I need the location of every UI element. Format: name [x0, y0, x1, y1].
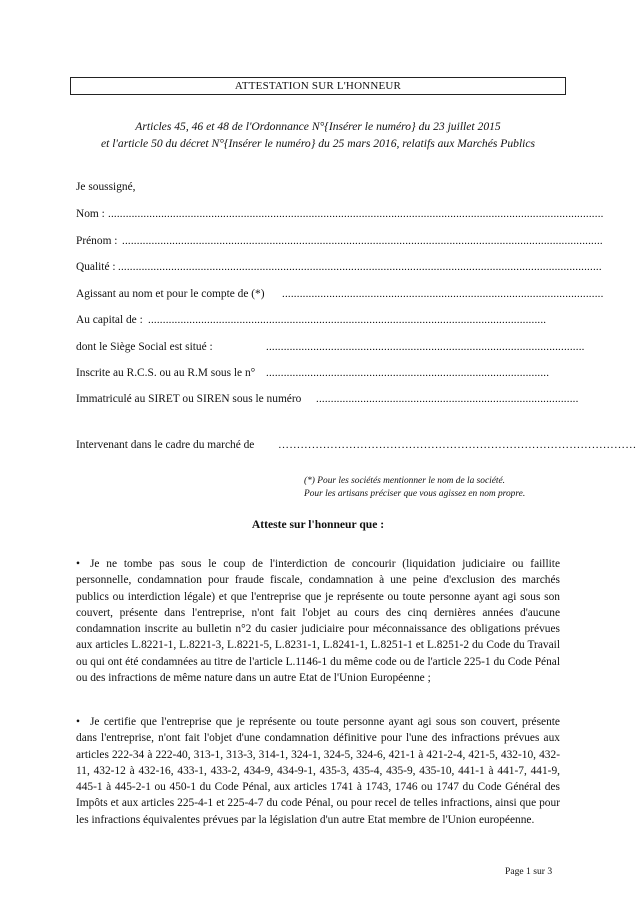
field-siret: [76, 392, 579, 406]
document-title: ATTESTATION SUR L'HONNEUR: [70, 77, 566, 95]
bullet-paragraph-1: [76, 556, 560, 686]
bullet-text: Je certifie que l'entreprise que je représente ou toute personne ayant agi sous son couvert, présente dans l'entreprise, n'ont fait l'objet d'une condamnation définitive pour l'une des infractions prévues aux articles 222-34 à 222-40, 313-1, 313-3, 314-1, 324-1, 324-5, 324-6, 421-1 à 421-2-4, 421-5, 432-10, 432-11, 432-12 à 432-16, 433-1, 433-2, 434-9, 434-9-1, 435-3, 435-4, 435-9, 435-10, 441-1 à 441-7, 441-9, 445-1 à 445-2-1 ou 450-1 du Code Pénal, aux articles 1741 à 1743, 1746 ou 1747 du Code Général des Impôts et aux articles 225-4-1 et 225-4-7 du code Pénal, ou pour recel de telles infractions, ainsi que pour les infractions équivalentes prévues par la législation d'un autre Etat membre de l'Union européenne.: [76, 716, 560, 826]
bullet-icon: •: [76, 558, 80, 570]
field-qualite: [76, 260, 602, 274]
fill-dots: .............................................................................................................: [282, 288, 604, 300]
bullet-paragraph-2: [76, 714, 560, 828]
field-label: Agissant au nom et pour le compte de (*): [76, 288, 265, 300]
fill-dots: .........................................................................................: [316, 393, 579, 405]
field-intervenant: [76, 438, 636, 452]
field-label: Inscrite au R.C.S. ou au R.M sous le n°: [76, 367, 256, 379]
legal-reference-line-2: et l'article 50 du décret N°{Insérer le numéro} du 25 mars 2016, relatifs aux Marchés Publics: [100, 137, 536, 150]
field-label: Prénom :: [76, 235, 118, 247]
field-label: dont le Siège Social est situé :: [76, 341, 213, 353]
attest-heading: Atteste sur l'honneur que :: [251, 518, 385, 531]
soussigne-label: Je soussigné,: [76, 181, 136, 193]
page-number: Page 1 sur 3: [505, 866, 553, 877]
fill-dots: ....................................................................................................................................................................: [118, 261, 602, 273]
field-agissant: [76, 287, 604, 301]
fill-dots: ...................................................................................................................................................................: [122, 235, 603, 247]
field-label: Nom :: [76, 208, 105, 220]
fill-dots: ……………………………………………………………………………………: [278, 439, 636, 451]
footnote-line-2: Pour les artisans préciser que vous agissez en nom propre.: [304, 488, 526, 499]
fill-dots: .......................................................................................................................................: [148, 314, 547, 326]
field-nom: [76, 207, 604, 221]
fill-dots: ............................................................................................................: [266, 341, 585, 353]
field-label: Intervenant dans le cadre du marché de: [76, 439, 255, 451]
field-prenom: [76, 234, 603, 248]
footnote-line-1: (*) Pour les sociétés mentionner le nom de la société.: [304, 476, 505, 486]
legal-reference-line-1: Articles 45, 46 et 48 de l'Ordonnance N°{Insérer le numéro} du 23 juillet 2015: [135, 120, 501, 133]
field-label: Au capital de :: [76, 314, 143, 326]
bullet-text: Je ne tombe pas sous le coup de l'interdiction de concourir (liquidation judiciaire ou faillite personnelle, condamnation pour fraude fiscale, condamnation à une peine d'exclusion des marchés publics ou interdiction légale) et que l'entreprise que je représente ou toute personne ayant agi sous son couvert, présente dans l'entreprise, n'ont fait l'objet au cours des cinq dernières années d'aucune condamnation inscrite au bulletin n°2 du casier judiciaire pour méconnaissance des obligations prévues aux articles L.8221-1, L.8221-3, L.8221-5, L.8231-1, L.8241-1, L.8251-1 et L.8251-2 du Code du Travail ou qui ont été condamnées au titre de l'article L.1146-1 du même code ou de l'article 225-1 du Code Pénal ou des infractions de même nature dans un autre Etat de l'Union Européenne ;: [76, 558, 560, 685]
field-label: Qualité :: [76, 261, 116, 273]
field-rcs: [76, 366, 560, 380]
fill-dots: ........................................................................................................................................................................: [108, 208, 604, 220]
footnote: [304, 475, 525, 500]
field-label: Immatriculé au SIRET ou SIREN sous le numéro: [76, 393, 302, 405]
field-siege-social: [76, 340, 585, 354]
field-capital: [76, 313, 560, 327]
legal-references: [40, 118, 596, 152]
fill-dots: ................................................................................................: [266, 367, 550, 379]
bullet-icon: •: [76, 716, 80, 728]
